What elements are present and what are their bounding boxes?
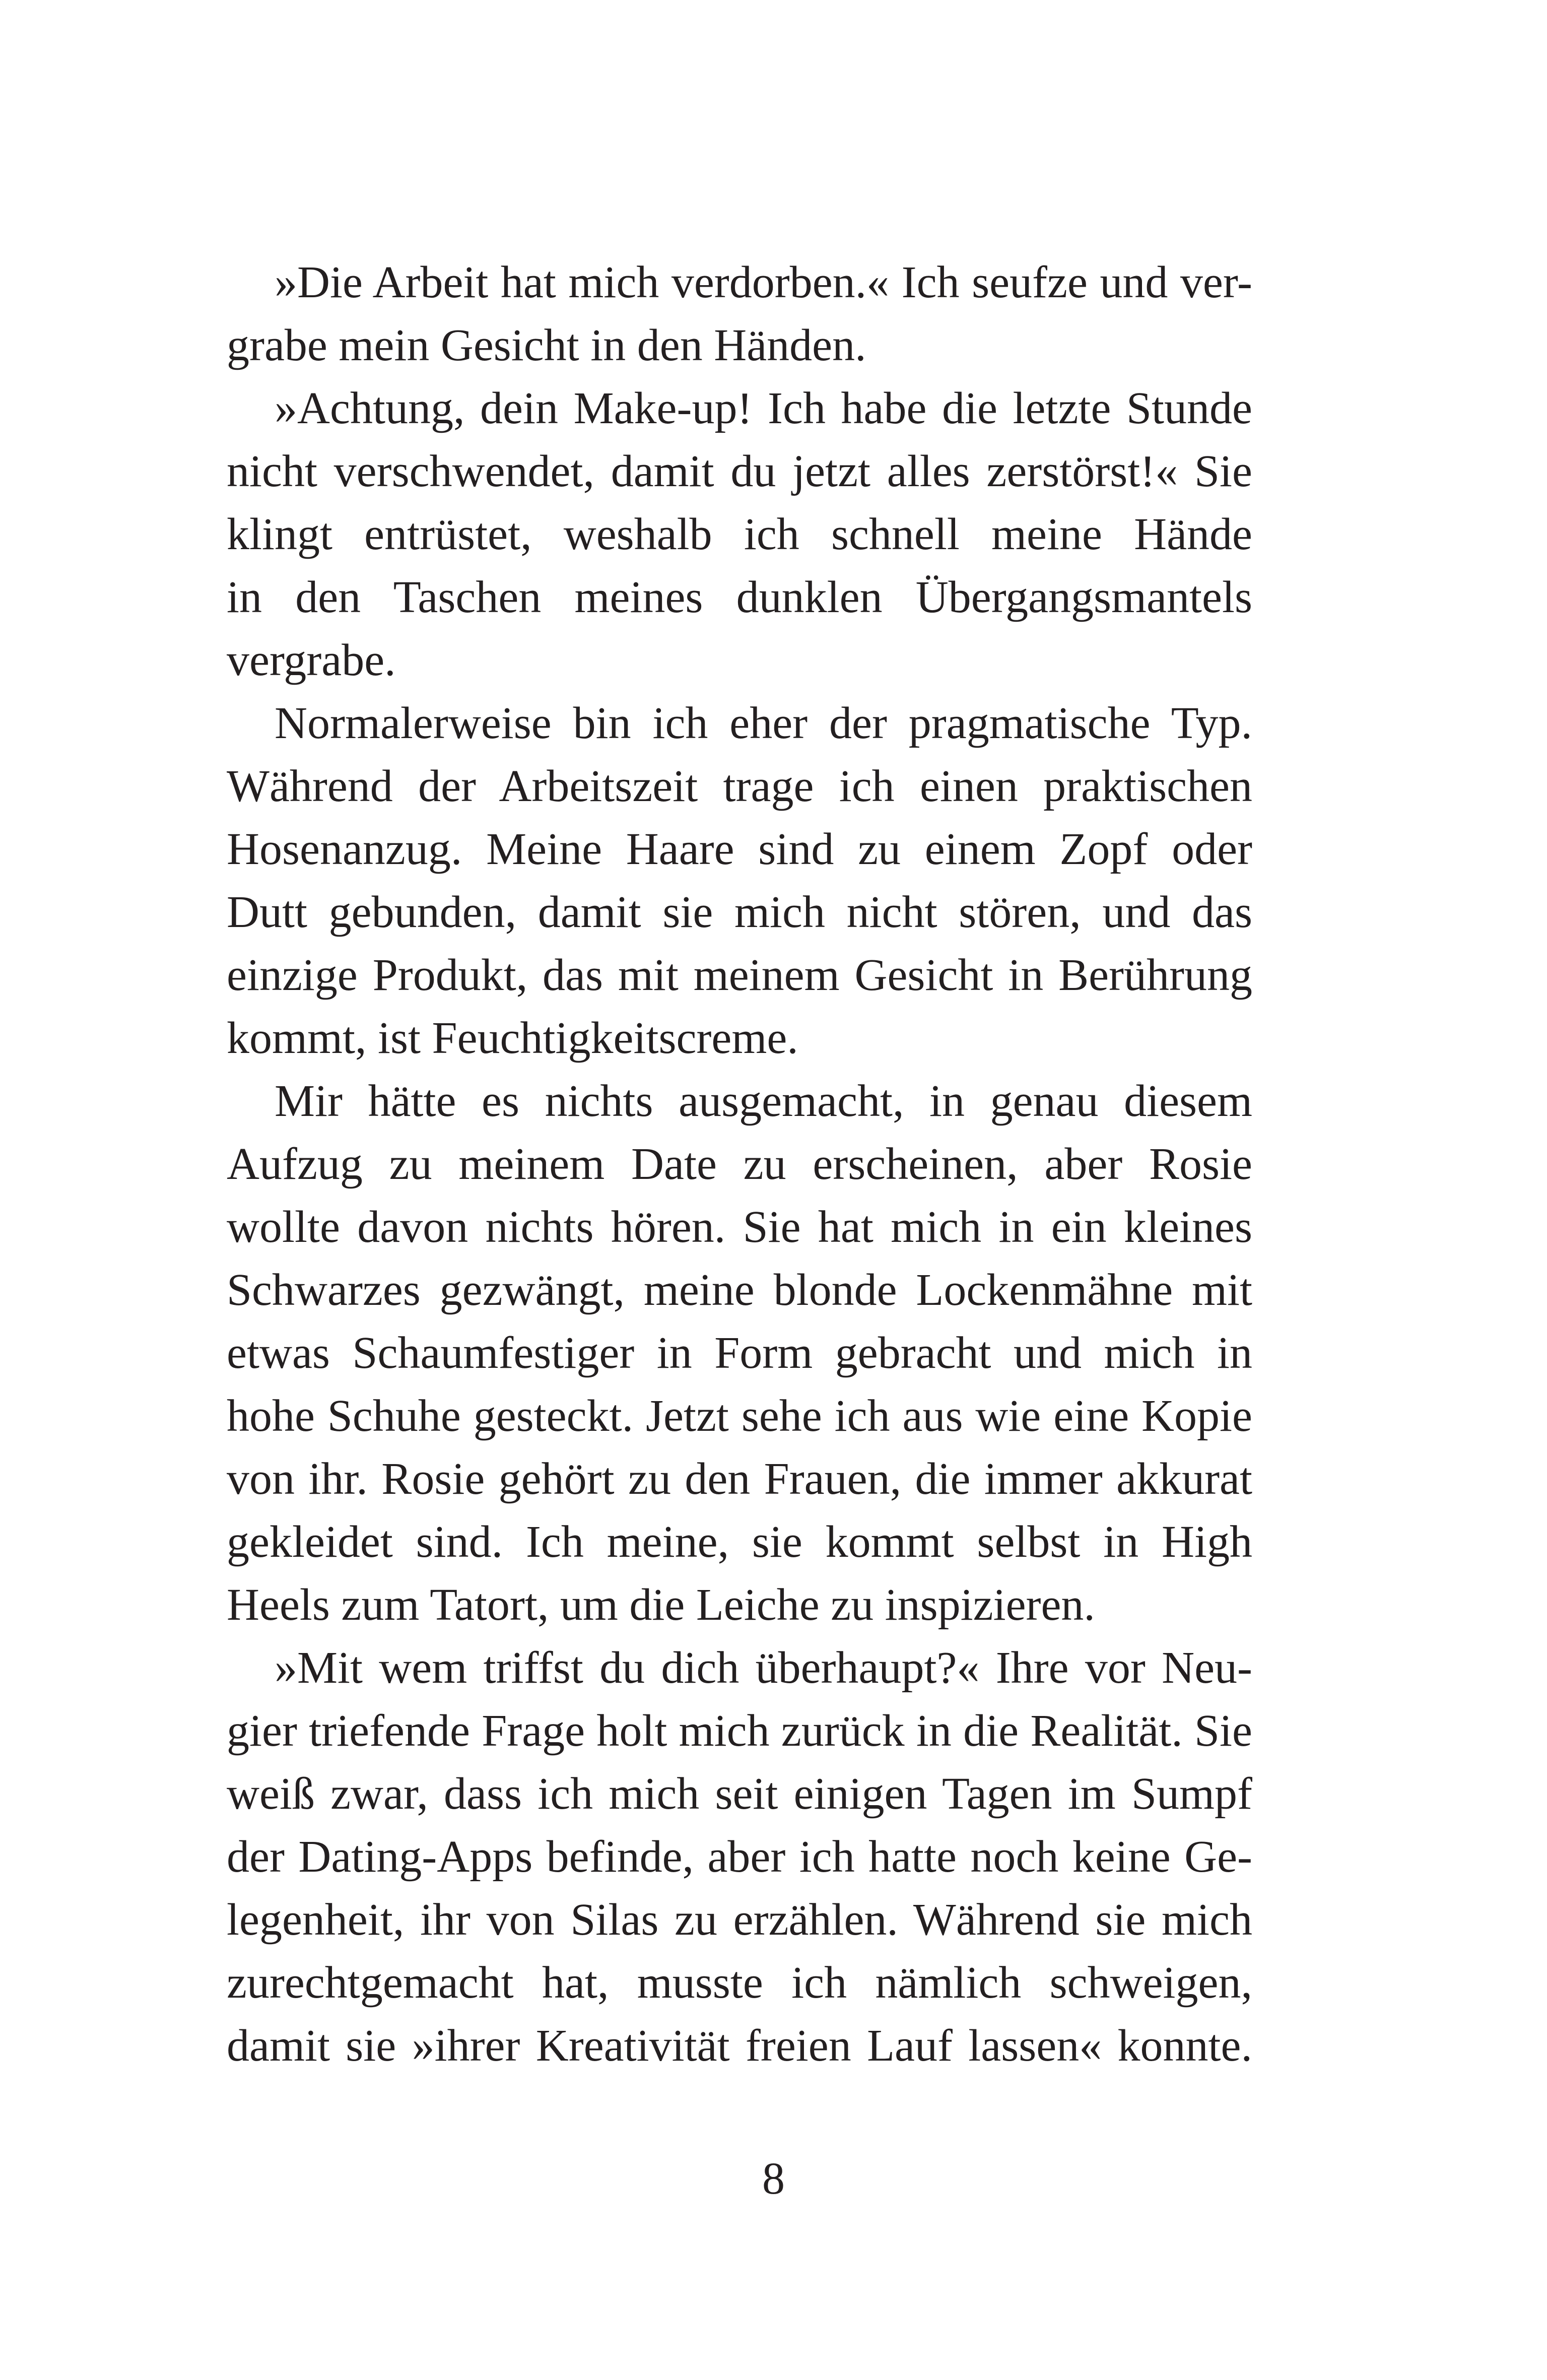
text-line: Heels zum Tatort, um die Leiche zu inspizieren. [227,1580,1095,1630]
text-line: Während der Arbeitszeit trage ich einen praktischen [227,761,1252,811]
text-line: klingt entrüstet, weshalb ich schnell meine Hände [227,509,1252,559]
text-line: der Dating-Apps befinde, aber ich hatte noch keine Ge- [227,1832,1252,1882]
text-line: in den Taschen meines dunklen Übergangsmantels [227,572,1252,622]
text-line: Hosenanzug. Meine Haare sind zu einem Zopf oder [227,824,1252,874]
text-line: hohe Schuhe gesteckt. Jetzt sehe ich aus wie eine Kopie [227,1391,1252,1441]
text-line: damit sie »ihrer Kreativität freien Lauf lassen« konnte. [227,2021,1252,2071]
text-line: einzige Produkt, das mit meinem Gesicht in Berührung [227,950,1252,1000]
text-line: zurechtgemacht hat, musste ich nämlich schweigen, [227,1958,1252,2008]
text-line: legenheit, ihr von Silas zu erzählen. Während sie mich [227,1895,1252,1945]
text-line: »Die Arbeit hat mich verdorben.« Ich seufze und ver- [275,257,1252,307]
text-line: Aufzug zu meinem Date zu erscheinen, aber Rosie [227,1139,1252,1189]
text-line: weiß zwar, dass ich mich seit einigen Tagen im Sumpf [227,1769,1252,1819]
text-line: Mir hätte es nichts ausgemacht, in genau diesem [275,1076,1252,1126]
text-line: nicht verschwendet, damit du jetzt alles zerstörst!« Sie [227,446,1252,496]
text-line: gier triefende Frage holt mich zurück in die Realität. Sie [227,1706,1252,1756]
text-line: von ihr. Rosie gehört zu den Frauen, die immer akkurat [227,1454,1252,1504]
text-line: wollte davon nichts hören. Sie hat mich in ein kleines [227,1202,1252,1252]
text-line: »Achtung, dein Make-up! Ich habe die letzte Stunde [275,383,1252,433]
page-number: 8 [762,2154,785,2204]
text-line: Normalerweise bin ich eher der pragmatische Typ. [275,698,1252,748]
body-text [227,251,1252,2077]
text-line: etwas Schaumfestiger in Form gebracht und mich in [227,1328,1252,1378]
text-line: »Mit wem triffst du dich überhaupt?« Ihre vor Neu- [275,1643,1252,1693]
text-line: grabe mein Gesicht in den Händen. [227,320,866,370]
text-line: gekleidet sind. Ich meine, sie kommt selbst in High [227,1517,1252,1567]
text-line: vergrabe. [227,635,396,685]
text-line: Dutt gebunden, damit sie mich nicht stören, und das [227,887,1252,937]
text-line: kommt, ist Feuchtigkeitscreme. [227,1013,798,1063]
text-line: Schwarzes gezwängt, meine blonde Lockenmähne mit [227,1265,1252,1315]
